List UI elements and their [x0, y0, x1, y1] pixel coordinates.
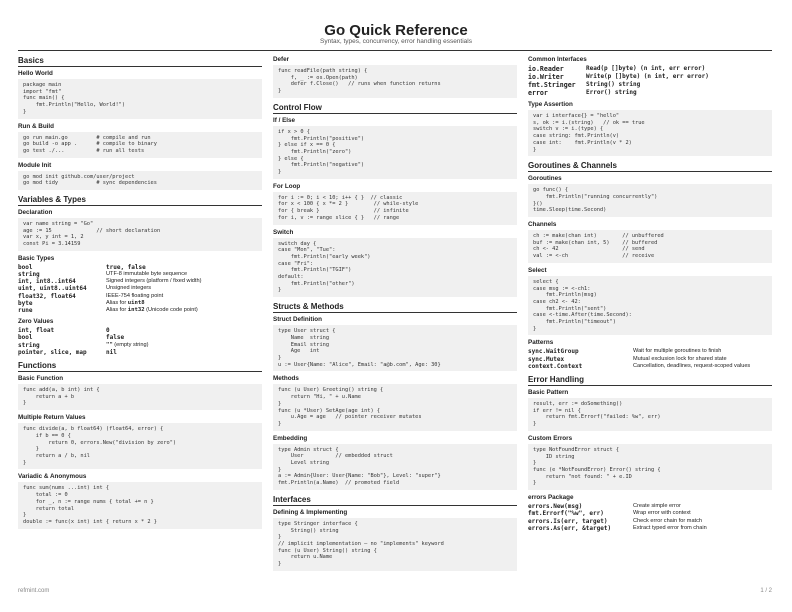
row-key: context.Context — [528, 362, 583, 370]
code-channels: ch := make(chan int) // unbuffered buf := make(chan int, 5) // buffered ch <- 42 // send val := <-ch // receive — [528, 230, 772, 263]
header-rule — [18, 50, 772, 51]
column-3 — [528, 56, 772, 536]
section-structs-methods: Structs & Methods — [273, 302, 517, 313]
patterns-table — [528, 348, 772, 370]
code-methods: func (u User) Greeting() string { return "Hi, " + u.Name } func (u *User) SetAge(age int) { u.Age = age // pointer receiver mutates } — [273, 384, 517, 430]
basic-types-table — [18, 264, 262, 314]
code-embedding: type Admin struct { User // embedded struct Level string } a := Admin{User: User{Name: "Bob"}, Level: "super"} fmt.Println(a.Name) // promoted field — [273, 444, 517, 490]
table-row — [18, 300, 262, 307]
row-value: 0 — [106, 327, 110, 335]
section-interfaces: Interfaces — [273, 495, 517, 506]
section-error-handling: Error Handling — [528, 375, 772, 386]
subheading-patterns: Patterns — [528, 339, 554, 347]
table-row — [18, 349, 262, 356]
code-interfaces: type Stringer interface { String() string } // implicit implementation — no "implements" keyword func (u User) String() string { return u.Name } — [273, 518, 517, 571]
subheading-select: Select — [528, 266, 547, 274]
row-key: io.Writer — [528, 73, 564, 81]
subheading-run-build: Run & Build — [18, 122, 55, 130]
code-custom-errors: type NotFoundError struct { ID string } func (e *NotFoundError) Error() string { return "not found: " + e.ID } — [528, 444, 772, 490]
subheading-methods: Methods — [273, 375, 299, 383]
table-row — [528, 65, 772, 73]
subheading-custom-errors: Custom Errors — [528, 434, 573, 442]
page-subtitle: Syntax, types, concurrency, error handling essentials — [320, 38, 472, 45]
table-row — [528, 89, 772, 97]
code-variadic: func sum(nums ...int) int { total := 0 for _, n := range nums { total += n } return total } double := func(x int) int { return x * 2 } — [18, 482, 262, 528]
row-key: error — [528, 89, 548, 97]
column-1 — [18, 56, 262, 533]
row-key: sync.Mutex — [528, 355, 565, 363]
footer-site: refmint.com — [18, 588, 50, 594]
row-key: float32, float64 — [18, 292, 76, 300]
table-row — [18, 293, 262, 300]
subheading-type-assertion: Type Assertion — [528, 101, 573, 108]
code-switch: switch day { case "Mon", "Tue": fmt.Println("early week") case "Fri": fmt.Println("TGIF") default: fmt.Println("other") } — [273, 238, 517, 298]
common-interfaces-table — [528, 65, 772, 97]
subheading-basic-pattern: Basic Pattern — [528, 389, 569, 397]
subheading-zero-values: Zero Values — [18, 318, 54, 326]
value-suffix: (Unicode code point) — [144, 307, 198, 314]
row-key: rune — [18, 307, 33, 315]
code-module-init: go mod init github.com/user/project go mod tidy # sync dependencies — [18, 171, 262, 190]
subheading-embedding: Embedding — [273, 434, 308, 442]
table-row — [528, 73, 772, 81]
row-value: String() string — [586, 81, 641, 88]
code-select: select { case msg := <-ch1: fmt.Println(msg) case ch2 <- 42: fmt.Println("sent") case <-time.After(time.Second): fmt.Println("timeout") } — [528, 276, 772, 336]
table-row — [18, 327, 262, 334]
row-value: nil — [106, 348, 117, 356]
code-basic-function: func add(a, b int) int { return a + b } — [18, 384, 262, 410]
table-row — [528, 363, 772, 370]
subheading-channels: Channels — [528, 221, 557, 229]
row-value: Signed integers (platform / fixed width) — [106, 278, 202, 285]
subheading-variadic: Variadic & Anonymous — [18, 473, 87, 481]
table-row — [528, 510, 772, 517]
table-row — [18, 278, 262, 285]
subheading-defining-implementing: Defining & Implementing — [273, 508, 348, 516]
row-value — [106, 342, 262, 349]
table-row — [18, 342, 262, 349]
row-key: errors.New(msg) — [528, 503, 583, 511]
subheading-basic-function: Basic Function — [18, 375, 64, 383]
row-value: Create simple error — [633, 503, 681, 510]
code-defer: func readFile(path string) { f, _ := os.Open(path) defer f.Close() // runs when function returns } — [273, 65, 517, 98]
row-key: byte — [18, 299, 33, 307]
row-value — [106, 300, 262, 307]
row-key: sync.WaitGroup — [528, 348, 579, 356]
table-row — [18, 264, 262, 271]
row-key: errors.As(err, &target) — [528, 524, 612, 532]
value-code: "" — [106, 341, 113, 348]
row-value: Read(p []byte) (n int, err error) — [586, 65, 706, 72]
row-key: uint, uint8..uint64 — [18, 285, 87, 293]
row-value: Extract typed error from chain — [633, 524, 707, 531]
subheading-goroutines: Goroutines — [528, 175, 562, 183]
row-key: string — [18, 341, 40, 349]
row-key: errors.Is(err, target) — [528, 517, 608, 525]
code-multiple-return: func divide(a, b float64) (float64, error) { if b == 0 { return 0, errors.New("division by zero") } return a / b, nil } — [18, 423, 262, 469]
section-basics: Basics — [18, 56, 262, 67]
footer-page-number: 1 / 2 — [760, 588, 772, 594]
value-code: uint8 — [127, 299, 145, 306]
row-key: int, int8..int64 — [18, 278, 76, 286]
row-key: fmt.Errorf("%w", err) — [528, 510, 604, 518]
value-suffix: (empty string) — [112, 341, 149, 348]
row-value: Wrap error with context — [633, 510, 691, 517]
row-key: bool — [18, 263, 33, 271]
row-value: Check error chain for match — [633, 517, 703, 524]
value-code: int32 — [127, 307, 145, 314]
page-title: Go Quick Reference — [324, 22, 468, 39]
table-row — [528, 348, 772, 355]
table-row — [528, 503, 772, 510]
code-goroutines: go func() { fmt.Println("running concurrently") }() time.Sleep(time.Second) — [528, 184, 772, 217]
value-prefix: Alias for — [106, 307, 128, 314]
subheading-struct-definition: Struct Definition — [273, 316, 322, 324]
table-row — [528, 356, 772, 363]
row-key: bool — [18, 334, 33, 342]
section-functions: Functions — [18, 361, 262, 372]
subheading-declaration: Declaration — [18, 209, 53, 217]
subheading-common-interfaces: Common Interfaces — [528, 56, 587, 63]
table-row — [528, 518, 772, 525]
table-row — [528, 81, 772, 89]
table-row — [18, 285, 262, 292]
row-value: false — [106, 334, 125, 342]
row-key: io.Reader — [528, 65, 564, 73]
row-value: Unsigned integers — [106, 285, 152, 292]
subheading-errors-package: errors Package — [528, 494, 574, 502]
subheading-basic-types: Basic Types — [18, 254, 55, 262]
code-declaration: var name string = "Go" age := 15 // short declaration var x, y int = 1, 2 const Pi = 3.14159 — [18, 218, 262, 251]
row-value: Cancellation, deadlines, request-scoped values — [633, 362, 751, 369]
code-struct-definition: type User struct { Name string Email string Age int } u := User{Name: "Alice", Email: "a@b.com", Age: 30} — [273, 325, 517, 371]
row-value: Wait for multiple goroutines to finish — [633, 348, 722, 355]
row-value: IEEE-754 floating point — [106, 292, 164, 299]
subheading-switch: Switch — [273, 228, 294, 236]
table-row — [528, 525, 772, 532]
subheading-if-else: If / Else — [273, 116, 296, 124]
subheading-multiple-return: Multiple Return Values — [18, 414, 86, 422]
row-value: Mutual exclusion lock for shared state — [633, 355, 727, 362]
row-value: Error() string — [586, 89, 637, 96]
value-prefix: Alias for — [106, 299, 128, 306]
errors-package-table — [528, 503, 772, 532]
row-key: int, float — [18, 327, 55, 335]
zero-values-table — [18, 327, 262, 356]
code-if-else: if x > 0 { fmt.Println("positive") } else if x == 0 { fmt.Println("zero") } else { fmt.Println("negative") } — [273, 126, 517, 179]
row-key: fmt.Stringer — [528, 81, 576, 89]
section-variables-types: Variables & Types — [18, 195, 262, 206]
code-hello-world: package main import "fmt" func main() { fmt.Println("Hello, World!") } — [18, 79, 262, 119]
code-for-loop: for i := 0; i < 10; i++ { } // classic for x < 100 { x *= 2 } // while-style for { break } // infinite for i, v := range slice { } // range — [273, 192, 517, 225]
table-row — [18, 307, 262, 314]
row-value: Write(p []byte) (n int, err error) — [586, 73, 709, 80]
row-key: pointer, slice, map — [18, 348, 87, 356]
subheading-module-init: Module Init — [18, 161, 52, 169]
section-control-flow: Control Flow — [273, 103, 517, 114]
table-row — [18, 271, 262, 278]
table-row — [18, 334, 262, 341]
column-2 — [273, 56, 517, 575]
section-goroutines-channels: Goroutines & Channels — [528, 161, 772, 172]
row-key: string — [18, 271, 40, 279]
code-run-build: go run main.go # compile and run go build -o app . # compile to binary go test ./... # run all tests — [18, 132, 262, 158]
code-type-assertion: var i interface{} = "hello" s, ok := i.(string) // ok == true switch v := i.(type) { case string: fmt.Println(v) case int: fmt.Println(v * 2) } — [528, 110, 772, 156]
row-value: UTF-8 immutable byte sequence — [106, 271, 188, 278]
code-basic-pattern: result, err := doSomething() if err != nil { return fmt.Errorf("failed: %w", err) } — [528, 398, 772, 431]
row-value: true, false — [106, 263, 146, 271]
row-value — [106, 307, 262, 314]
subheading-for-loop: For Loop — [273, 182, 301, 190]
subheading-defer: Defer — [273, 56, 290, 63]
subheading-hello-world: Hello World — [18, 70, 53, 77]
